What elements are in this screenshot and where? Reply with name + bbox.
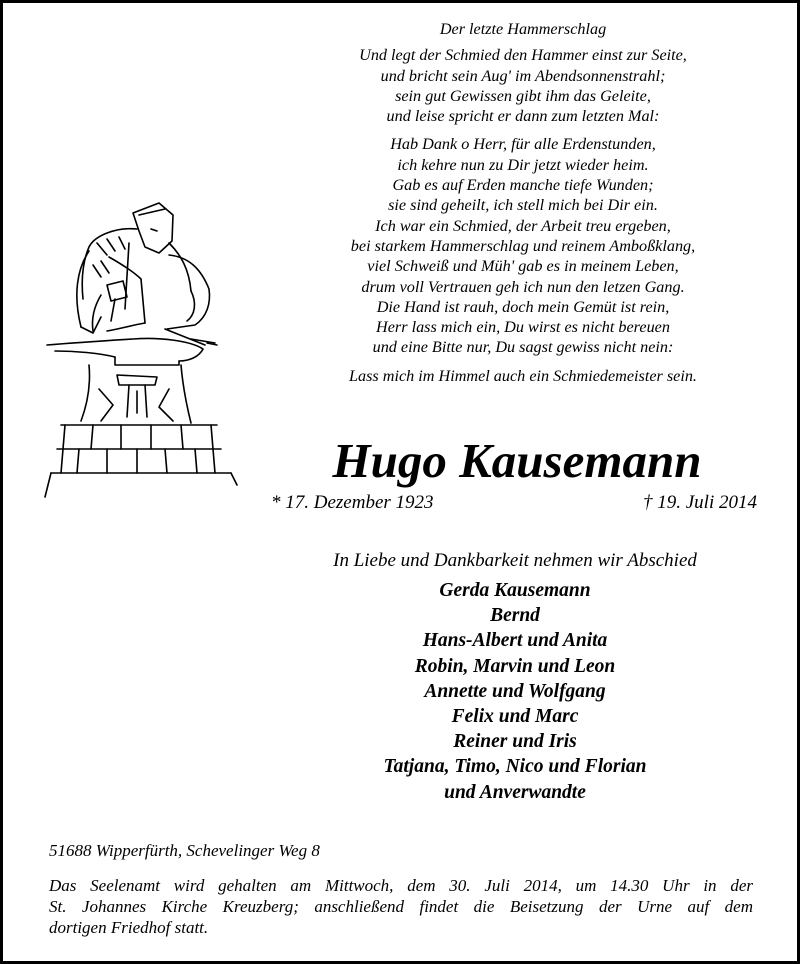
mourner-name: Bernd bbox=[490, 605, 540, 627]
mourner-name: Gerda Kausemann bbox=[439, 580, 591, 601]
poem-line: ich kehre nun zu Dir jetzt wieder heim. bbox=[397, 155, 649, 174]
service-line: Das Seelenamt wird gehalten am Mittwoch, dem 30. Juli 2014, um 14.30 Uhr in der bbox=[49, 876, 753, 895]
poem-stanza bbox=[303, 134, 743, 357]
poem-line: Herr lass mich ein, Du wirst es nicht bereuen bbox=[376, 318, 670, 337]
birth-date: * 17. Dezember 1923 bbox=[271, 492, 434, 513]
mourners-list bbox=[273, 578, 757, 805]
farewell-line: In Liebe und Dankbarkeit nehmen wir Abschied bbox=[333, 550, 697, 571]
poem-line: Ich war ein Schmied, der Arbeit treu ergeben, bbox=[375, 216, 671, 235]
service-line: dortigen Friedhof statt. bbox=[49, 918, 209, 937]
poem-line: Lass mich im Himmel auch ein Schmiedemeister sein. bbox=[349, 366, 697, 385]
poem-line: sie sind geheilt, ich stell mich bei Dir ein. bbox=[388, 196, 658, 215]
poem-stanza bbox=[303, 366, 743, 386]
mourner-name: Felix und Marc bbox=[451, 706, 579, 728]
poem-line: drum voll Vertrauen geh ich nun den letzen Gang. bbox=[361, 277, 685, 296]
mourner-name: Reiner und Iris bbox=[453, 731, 577, 753]
poem bbox=[303, 19, 743, 394]
mourner-name: Robin, Marvin und Leon bbox=[414, 655, 616, 677]
service-details bbox=[49, 875, 753, 938]
poem-title: Der letzte Hammerschlag bbox=[439, 20, 607, 38]
service-line: St. Johannes Kirche Kreuzberg; anschließend findet die Beisetzung der Urne auf dem bbox=[49, 897, 753, 916]
poem-line: Hab Dank o Herr, für alle Erdenstunden, bbox=[390, 135, 656, 154]
family-address: 51688 Wipperfürth, Schevelinger Weg 8 bbox=[49, 841, 320, 860]
poem-line: Und legt der Schmied den Hammer einst zur Seite, bbox=[359, 46, 687, 65]
mourner-name: und Anverwandte bbox=[444, 781, 586, 803]
death-date: † 19. Juli 2014 bbox=[643, 492, 757, 513]
poem-line: sein gut Gewissen gibt ihm das Geleite, bbox=[395, 86, 651, 105]
poem-line: viel Schweiß und Müh' gab es in meinem Leben, bbox=[367, 257, 679, 276]
poem-line: Die Hand ist rauh, doch mein Gemüt ist rein, bbox=[376, 297, 670, 316]
poem-line: und leise spricht er dann zum letzten Mal: bbox=[386, 107, 660, 126]
poem-line: und bricht sein Aug' im Abendsonnenstrahl; bbox=[380, 66, 666, 85]
mourner-name: Hans-Albert und Anita bbox=[422, 630, 608, 652]
poem-line: und eine Bitte nur, Du sagst gewiss nicht nein: bbox=[372, 338, 674, 357]
poem-stanza bbox=[303, 45, 743, 126]
poem-line: Gab es auf Erden manche tiefe Wunden; bbox=[392, 176, 654, 195]
blacksmith-at-anvil-sketch-icon bbox=[41, 199, 241, 504]
mourner-name: Annette und Wolfgang bbox=[424, 680, 606, 702]
mourner-name: Tatjana, Timo, Nico und Florian bbox=[383, 756, 647, 778]
deceased-name: Hugo Kausemann bbox=[332, 433, 702, 488]
poem-line: bei starkem Hammerschlag und reinem Amboßklang, bbox=[350, 236, 696, 255]
